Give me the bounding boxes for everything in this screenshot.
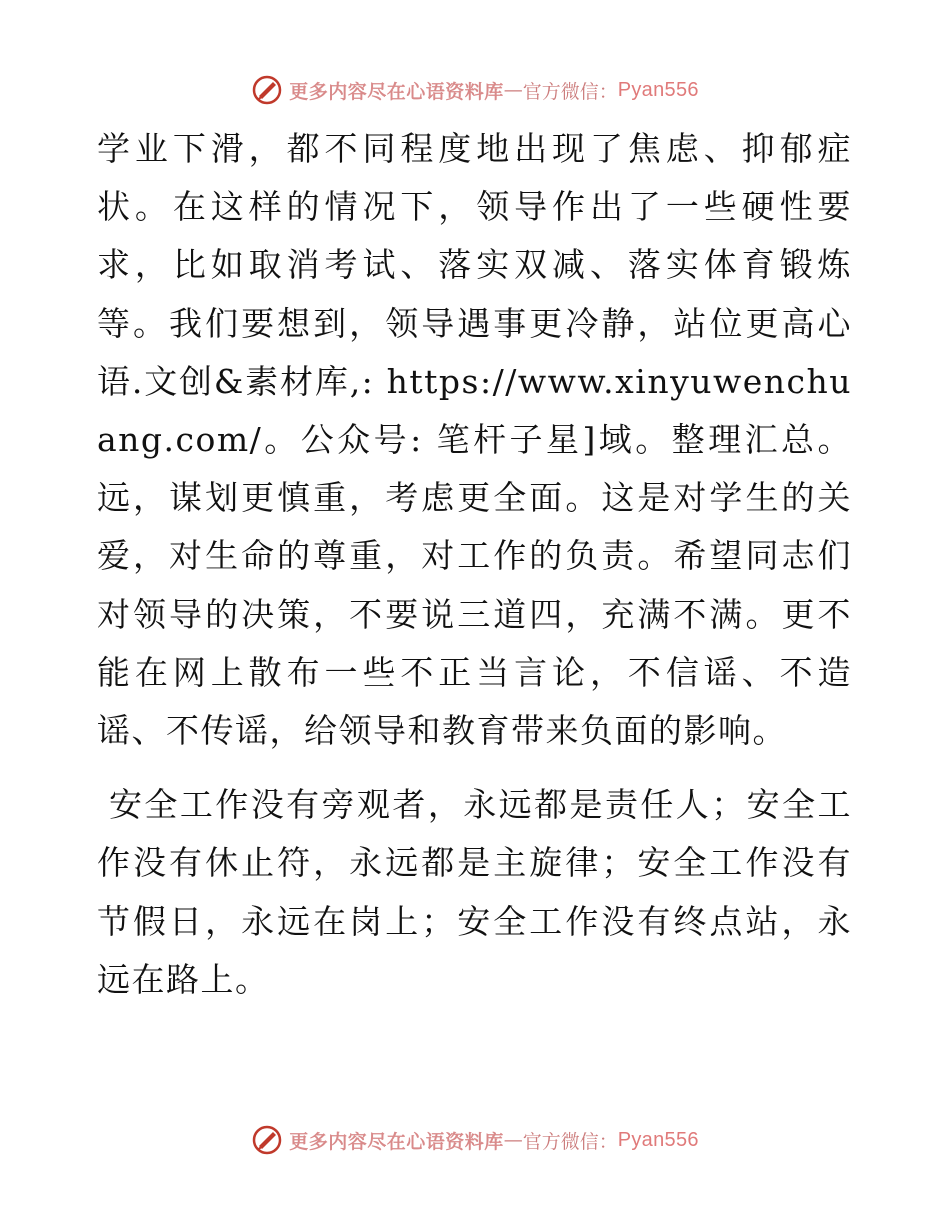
header-brand-text: 更多内容尽在心语资料库 [289,80,504,103]
footer-separator: — [503,1129,523,1151]
header-contact-label: 官方微信： [522,80,618,103]
header-wechat-handle: Pyan556 [617,78,699,101]
footer-watermark [0,1120,950,1160]
footer-wechat-handle: Pyan556 [617,1128,699,1151]
paragraph-1: 学业下滑，都不同程度地出现了焦虑、抑郁症状。在这样的情况下，领导作出了一些硬性要求，比如取消考试、落实双减、落实体育锻炼等。我们要想到，领导遇事更冷静，站位更高心语.文创&素材库,: https://www.xinyuwenchuang.com/。公众号: 笔杆子星]域。整理汇总。远，谋划更慎重，考虑更全面。这是对学生的关爱，对生命的尊重，对工作的负责。希望同志们对领导的决策，不要说三道四，充满不满。更不能在网上散布一些不正当言论，不信谣、不造谣、不传谣，给领导和教育带来负面的影响。 [97,129,852,751]
paragraph-2: 安全工作没有旁观者，永远都是责任人；安全工作没有休止符，永远都是主旋律；安全工作没有节假日，永远在岗上；安全工作没有终点站，永远在路上。 [97,785,852,999]
footer-brand-text: 更多内容尽在心语资料库 [289,1130,504,1153]
document-body [97,120,852,1009]
footer-contact-label: 官方微信： [522,1130,618,1153]
header-watermark [0,70,950,110]
logo-icon [251,1124,283,1156]
header-separator: — [503,79,523,101]
logo-icon [251,74,283,106]
